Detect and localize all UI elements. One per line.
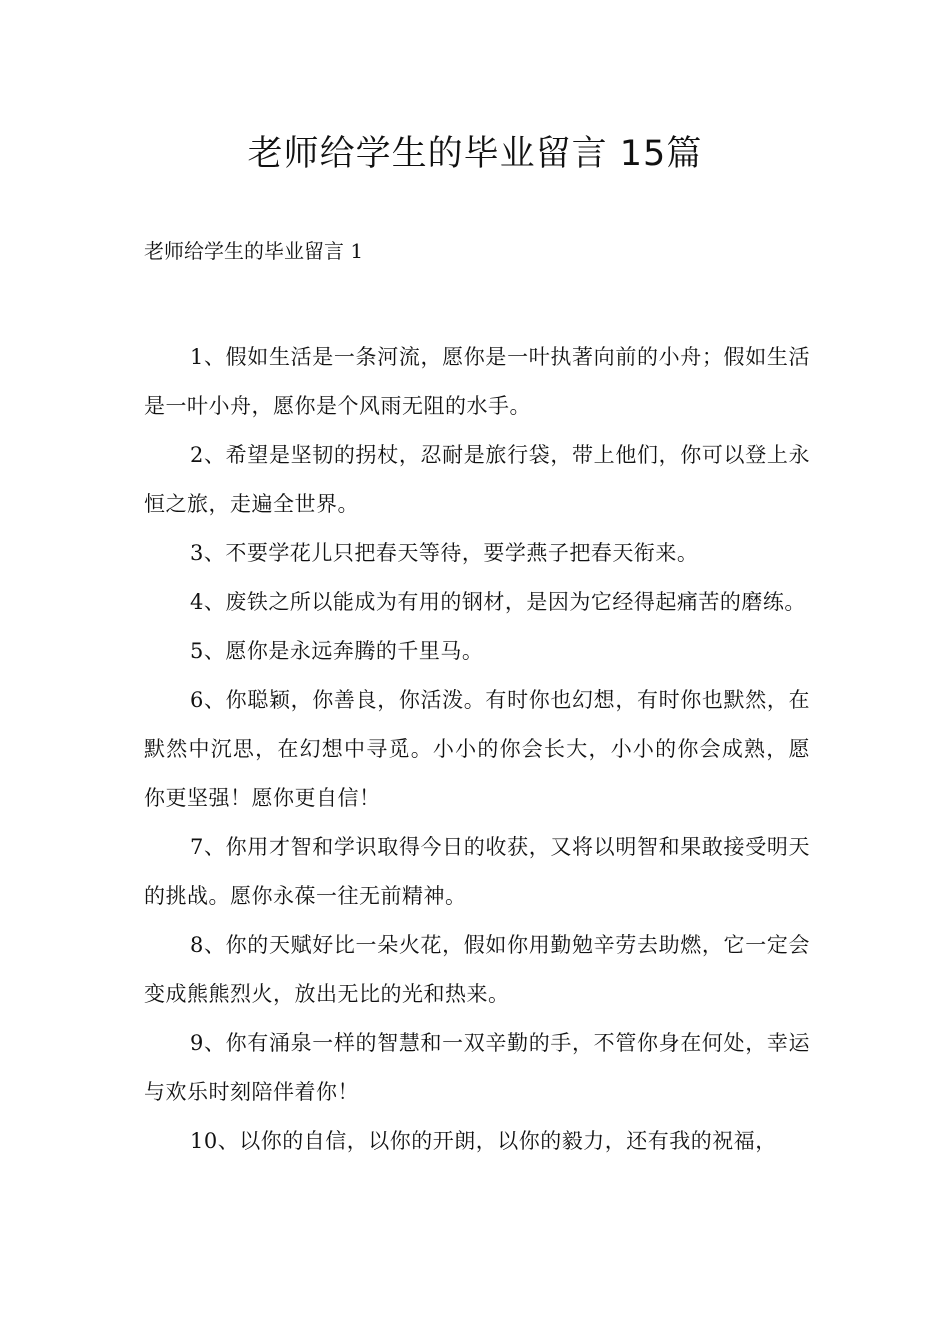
- paragraph-7: 7、你用才智和学识取得今日的收获，又将以明智和果敢接受明天的挑战。愿你永葆一往无前精神。: [144, 835, 810, 908]
- paragraph-10: 10、以你的自信，以你的开朗，以你的毅力，还有我的祝福，: [190, 1129, 777, 1153]
- section-heading: 老师给学生的毕业留言 1: [144, 239, 364, 263]
- document-title: 老师给学生的毕业留言 15篇: [247, 134, 703, 174]
- paragraph-1: 1、假如生活是一条河流，愿你是一叶执著向前的小舟；假如生活是一叶小舟，愿你是个风雨无阻的水手。: [144, 345, 810, 418]
- paragraph-8: 8、你的天赋好比一朵火花，假如你用勤勉辛劳去助燃，它一定会变成熊熊烈火，放出无比的光和热来。: [144, 933, 810, 1006]
- paragraph-5: 5、愿你是永远奔腾的千里马。: [190, 639, 484, 663]
- paragraph-6: 6、你聪颖，你善良，你活泼。有时你也幻想，有时你也默然，在默然中沉思，在幻想中寻觅。小小的你会长大，小小的你会成熟，愿你更坚强！愿你更自信！: [144, 688, 810, 810]
- paragraph-4: 4、废铁之所以能成为有用的钢材，是因为它经得起痛苦的磨练。: [190, 590, 806, 614]
- paragraph-9: 9、你有涌泉一样的智慧和一双辛勤的手，不管你身在何处，幸运与欢乐时刻陪伴着你！: [144, 1031, 810, 1104]
- paragraph-3: 3、不要学花儿只把春天等待，要学燕子把春天衔来。: [190, 541, 699, 565]
- paragraph-2: 2、希望是坚韧的拐杖，忍耐是旅行袋，带上他们，你可以登上永恒之旅，走遍全世界。: [144, 443, 810, 516]
- document-body: [144, 333, 810, 1166]
